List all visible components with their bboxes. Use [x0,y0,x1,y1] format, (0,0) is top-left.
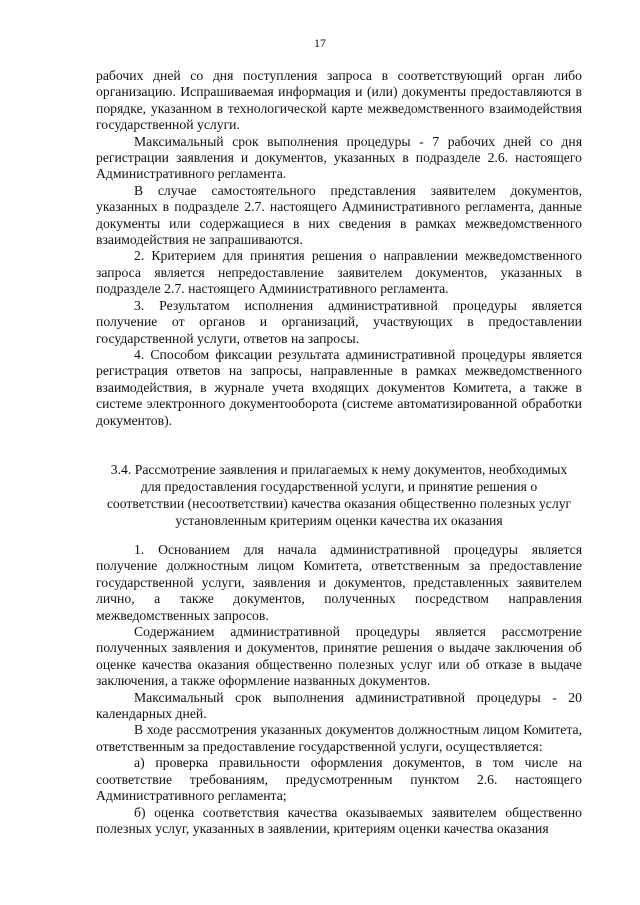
paragraph: б) оценка соответствия качества оказываемых заявителем общественно полезных услуг, указанных в заявлении, критериям оценки качества оказания [96,804,582,836]
paragraph: 3. Результатом исполнения административной процедуры является получение от органов и организаций, участвующих в предоставлении государственной услуги, ответов на запросы. [96,297,582,346]
page-number: 17 [314,36,326,50]
paragraph: В случае самостоятельного представления заявителем документов, указанных в подразделе 2.7. настоящего Административного регламента, данные документы или содержащиеся в них сведения в рамках межведомственного взаимодействия не запрашиваются. [96,182,582,248]
section-heading [96,461,582,529]
paragraph: Максимальный срок выполнения административной процедуры - 20 календарных дней. [96,689,582,722]
paragraph: Содержанием административной процедуры является рассмотрение полученных заявления и документов, принятие решения о выдаче заключения об оценке качества оказания общественно полезных услуг или об отказе в выдаче заключения, а также оформление названных документов. [96,624,582,689]
paragraph: 4. Способом фиксации результата административной процедуры является регистрация ответов на запросы, направленные в рамках межведомственного взаимодействия, в журнале учета входящих документов Комитета, а также в системе электронного документооборота (системе автоматизированной обработки документов). [96,346,582,428]
paragraph: 1. Основанием для начала административной процедуры является получение должностным лицом Комитета, ответственным за предоставление государственной услуги, заявления и документов, представленных заявителем лично, а также документов, полученных посредством направления межведомственных запросов. [96,542,582,623]
paragraph: а) проверка правильности оформления документов, в том числе на соответствие требованиям, предусмотренным пунктом 2.6. настоящего Административного регламента; [96,755,582,804]
section-text-block [96,542,582,837]
paragraph: Максимальный срок выполнения процедуры - 7 рабочих дней со дня регистрации заявления и документов, указанных в подразделе 2.6. настоящего Административного регламента. [96,133,582,182]
section-heading-line: для предоставления государственной услуги, и принятие решения о [140,479,538,494]
paragraph: рабочих дней со дня поступления запроса в соответствующий орган либо организацию. Испрашиваемая информация и (или) документы предоставляются в порядке, указанном в технологической карте межведомственного взаимодействия государственной услуги. [96,68,582,133]
section-heading-line: установленным критериям оценки качества их оказания [175,513,503,528]
paragraph: 2. Критерием для принятия решения о направлении межведомственного запроса является непредоставление заявителем документов, указанных в подразделе 2.7. настоящего Административного регламента. [96,248,582,297]
paragraph: В ходе рассмотрения указанных документов должностным лицом Комитета, ответственным за предоставление государственной услуги, осуществляется: [96,722,582,754]
intro-text-block [96,68,582,429]
section-heading-line: соответствии (несоответствии) качества оказания общественно полезных услуг [106,496,572,511]
section-heading-line: 3.4. Рассмотрение заявления и прилагаемых к нему документов, необходимых [110,462,568,477]
